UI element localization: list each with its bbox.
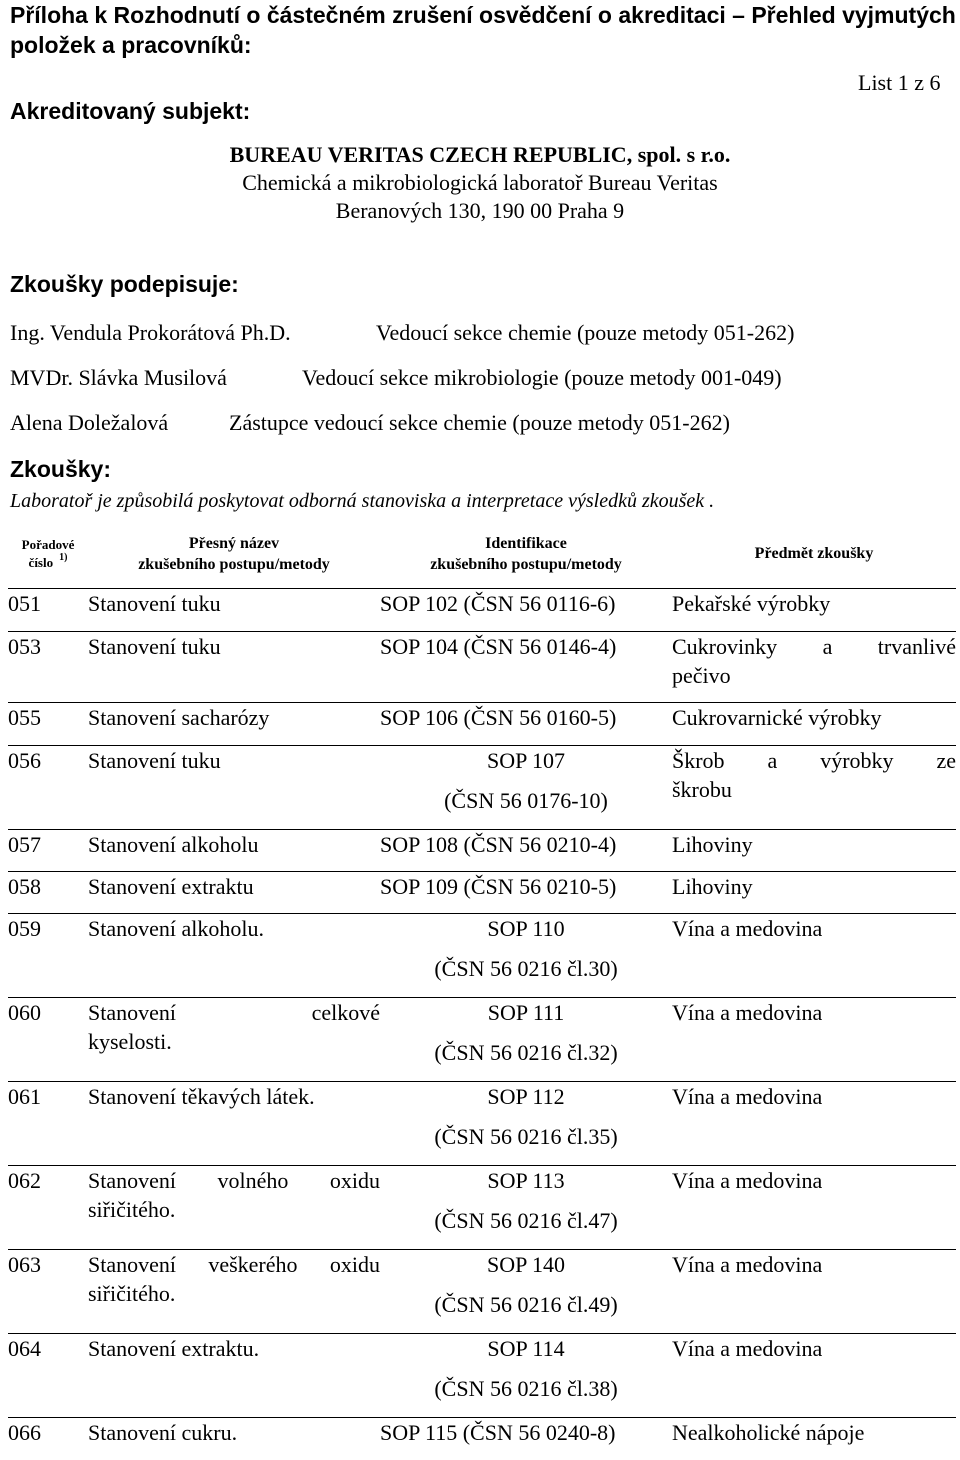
header-name (88, 522, 380, 588)
row-number: 055 (8, 702, 88, 745)
header-order-line2: číslo (28, 555, 54, 571)
subject-word: trvanlivé (877, 633, 956, 659)
subject-word: Škrob (672, 747, 725, 773)
row-subject: Vína a medovina (672, 913, 956, 997)
row-subject (672, 631, 956, 702)
header-order (8, 522, 88, 588)
row-subject: Nealkoholické nápoje (672, 1417, 956, 1457)
row-method-name (88, 997, 380, 1081)
row-subject: Vína a medovina (672, 1165, 956, 1249)
row-number: 051 (8, 590, 41, 616)
row-identification: SOP 104 (ČSN 56 0146-4) (380, 631, 672, 702)
name-word: Stanovení (88, 999, 176, 1025)
row-number: 062 (8, 1165, 88, 1249)
row-subject: Lihoviny (672, 829, 956, 871)
signer-role: Vedoucí sekce chemie (pouze metody 051-262) (376, 320, 795, 345)
name-word: Stanovení (88, 1251, 176, 1277)
row-number: 060 (8, 997, 88, 1081)
identification-standard: (ČSN 56 0216 čl.30) (434, 955, 618, 981)
row-subject: Lihoviny (672, 871, 956, 913)
subject-word: ze (936, 747, 956, 773)
row-method-name: Stanovení cukru. (88, 1417, 380, 1457)
lab-note: Laboratoř je způsobilá poskytovat odborná stanoviska a interpretace výsledků zkoušek . (10, 490, 715, 512)
row-method-name: Stanovení extraktu. (88, 1333, 380, 1417)
row-number: 053 (8, 631, 88, 702)
table-header-row (8, 522, 956, 588)
page-indicator: List 1 z 6 (858, 70, 941, 95)
header-id-line2: zkušebního postupu/metody (430, 555, 622, 573)
table-row (8, 1417, 956, 1457)
row-subject (672, 745, 956, 829)
identification-sop: SOP 113 (487, 1167, 565, 1193)
row-method-name: Stanovení alkoholu. (88, 913, 380, 997)
signer-role: Zástupce vedoucí sekce chemie (pouze metody 051-262) (229, 410, 730, 435)
row-subject: Vína a medovina (672, 1249, 956, 1333)
name-line2: siřičitého. (88, 1196, 176, 1222)
table-row (8, 1333, 956, 1417)
header-name-line2: zkušebního postupu/metody (138, 555, 330, 573)
identification-sop: SOP 140 (486, 1251, 566, 1277)
identification-standard: (ČSN 56 0176-10) (444, 787, 608, 813)
row-identification (380, 1165, 672, 1249)
table-row (8, 1165, 956, 1249)
subject-word: a (767, 747, 778, 773)
name-word: oxidu (329, 1167, 380, 1193)
row-identification: SOP 109 (ČSN 56 0210-5) (380, 871, 672, 913)
header-identification (380, 522, 672, 588)
table-row (8, 631, 956, 702)
name-word: celkové (311, 999, 380, 1025)
row-number: 066 (8, 1417, 88, 1457)
name-word: veškerého (208, 1251, 298, 1277)
identification-sop: SOP 107 (486, 747, 566, 773)
identification-standard: (ČSN 56 0216 čl.35) (434, 1123, 618, 1149)
header-order-sup: 1) (59, 552, 68, 564)
identification-sop: SOP 110 (487, 915, 565, 941)
doc-heading-line1: Příloha k Rozhodnutí o částečném zrušení osvědčení o akreditaci – Přehled vyjmutých (10, 2, 956, 28)
row-identification: SOP 102 (ČSN 56 0116-6) (380, 590, 616, 616)
signer-name: Ing. Vendula Prokorátová Ph.D. (10, 320, 291, 345)
subject-line2: pečivo (672, 662, 731, 688)
identification-standard: (ČSN 56 0216 čl.49) (434, 1291, 618, 1317)
row-number: 059 (8, 913, 88, 997)
row-method-name: Stanovení extraktu (88, 871, 380, 913)
row-number: 058 (8, 871, 88, 913)
row-subject: Cukrovarnické výrobky (672, 702, 956, 745)
row-identification (380, 1333, 672, 1417)
row-method-name: Stanovení těkavých látek. (88, 1081, 380, 1165)
identification-standard: (ČSN 56 0216 čl.32) (434, 1039, 618, 1065)
name-line2: kyselosti. (88, 1028, 172, 1054)
table-row (8, 997, 956, 1081)
name-word: volného (217, 1167, 289, 1193)
signers-label: Zkoušky podepisuje: (10, 271, 239, 297)
subject-word: Cukrovinky (672, 633, 778, 659)
header-id-line1: Identifikace (485, 534, 567, 552)
row-number: 064 (8, 1333, 88, 1417)
row-number: 063 (8, 1249, 88, 1333)
row-number: 057 (8, 829, 88, 871)
header-order-line1: Pořadové (21, 537, 75, 553)
table-row (8, 702, 956, 745)
row-subject: Pekařské výrobky (672, 590, 831, 616)
row-identification: SOP 115 (ČSN 56 0240-8) (380, 1417, 672, 1457)
row-method-name: Stanovení sacharózy (88, 702, 380, 745)
row-method-name: Stanovení tuku (88, 631, 380, 702)
header-subject-text: Předmět zkoušky (754, 545, 874, 563)
row-method-name: Stanovení alkoholu (88, 829, 380, 871)
row-subject: Vína a medovina (672, 1333, 956, 1417)
table-row (8, 829, 956, 871)
identification-standard: (ČSN 56 0216 čl.47) (434, 1207, 618, 1233)
row-number: 056 (8, 745, 88, 829)
subject-word: a (822, 633, 833, 659)
accredited-label: Akreditovaný subjekt: (10, 98, 251, 124)
row-identification (380, 1081, 672, 1165)
row-method-name: Stanovení tuku (88, 745, 380, 829)
table-row (8, 745, 956, 829)
identification-standard: (ČSN 56 0216 čl.38) (434, 1375, 618, 1401)
row-identification (380, 1249, 672, 1333)
row-method-name (88, 1249, 380, 1333)
tests-table (8, 522, 956, 1457)
row-identification: SOP 108 (ČSN 56 0210-4) (380, 829, 672, 871)
table-row (8, 1081, 956, 1165)
row-method-name: Stanovení tuku (88, 590, 221, 616)
signer-role: Vedoucí sekce mikrobiologie (pouze metody 001-049) (302, 365, 782, 390)
identification-sop: SOP 111 (487, 999, 565, 1025)
tests-label: Zkoušky: (10, 456, 111, 482)
subject-address: Beranových 130, 190 00 Praha 9 (335, 198, 625, 223)
row-identification (380, 745, 672, 829)
row-number: 061 (8, 1081, 88, 1165)
name-line2: siřičitého. (88, 1280, 176, 1306)
table-row (8, 1249, 956, 1333)
signer-name: Alena Doležalová (10, 410, 169, 435)
table-row (8, 588, 956, 631)
identification-sop: SOP 112 (487, 1083, 565, 1109)
subject-company: BUREAU VERITAS CZECH REPUBLIC, spol. s r.o. (229, 142, 731, 167)
header-subject (672, 522, 956, 588)
signer-name: MVDr. Slávka Musilová (10, 365, 227, 390)
table-row (8, 871, 956, 913)
row-subject: Vína a medovina (672, 997, 956, 1081)
subject-line2: škrobu (672, 776, 732, 802)
name-word: oxidu (329, 1251, 380, 1277)
name-word: Stanovení (88, 1167, 176, 1193)
row-identification (380, 913, 672, 997)
row-identification: SOP 106 (ČSN 56 0160-5) (380, 702, 672, 745)
row-method-name (88, 1165, 380, 1249)
subject-word: výrobky (820, 747, 894, 773)
identification-sop: SOP 114 (487, 1335, 565, 1361)
row-identification (380, 997, 672, 1081)
header-name-line1: Přesný název (188, 534, 280, 552)
subject-lab: Chemická a mikrobiologická laboratoř Bureau Veritas (242, 170, 718, 195)
doc-heading-line2: položek a pracovníků: (10, 32, 252, 58)
row-subject: Vína a medovina (672, 1081, 956, 1165)
table-row (8, 913, 956, 997)
